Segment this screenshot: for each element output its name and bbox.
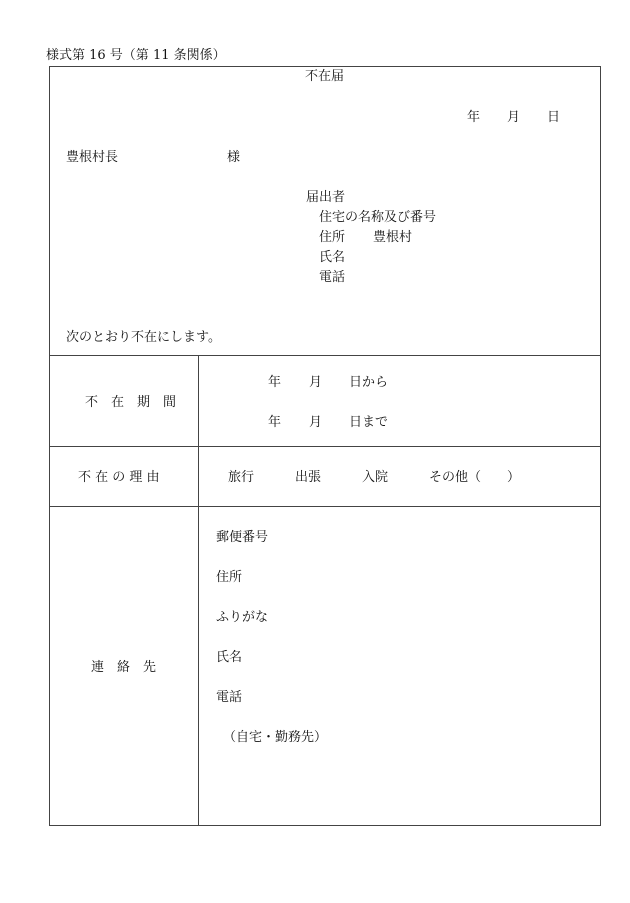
reason-label: 不 在 の 理 由 [78,470,160,485]
addressee-honorific: 様 [227,150,241,165]
divider-period-bottom [49,446,601,447]
date-month[interactable]: 月 [507,110,521,125]
notifier-name-field[interactable]: 氏名 [319,250,346,265]
reason-option-hospital[interactable]: 入院 [362,470,389,485]
reason-option-business-trip[interactable]: 出張 [295,470,322,485]
period-from-month[interactable]: 月 [309,375,323,390]
contact-phone-type[interactable]: （自宅・勤務先） [223,730,328,745]
period-to-month[interactable]: 月 [309,415,323,430]
addressee-name: 豊根村長 [66,150,119,165]
reason-option-other[interactable]: その他（ ） [429,470,521,485]
notifier-address-value: 豊根村 [373,230,413,245]
date-day[interactable]: 日 [547,110,561,125]
period-to-year[interactable]: 年 [268,415,282,430]
contact-postal-field[interactable]: 郵便番号 [216,530,269,545]
reason-option-travel[interactable]: 旅行 [228,470,255,485]
form-number: 様式第 16 号（第 11 条関係） [46,48,226,63]
divider-column [198,355,199,825]
period-from-year[interactable]: 年 [268,375,282,390]
period-to-day[interactable]: 日まで [349,415,389,430]
form-title: 不在届 [305,69,345,84]
divider-header-bottom [49,355,601,356]
contact-name-field[interactable]: 氏名 [216,650,243,665]
contact-phone-field[interactable]: 電話 [216,690,243,705]
notifier-phone-field[interactable]: 電話 [319,270,346,285]
period-from-day[interactable]: 日から [349,375,389,390]
statement: 次のとおり不在にします。 [66,330,221,345]
notifier-residence-field[interactable]: 住宅の名称及び番号 [319,210,437,225]
contact-address-field[interactable]: 住所 [216,570,243,585]
divider-reason-bottom [49,506,601,507]
period-label: 不 在 期 間 [85,395,177,410]
notifier-address-label[interactable]: 住所 [319,230,346,245]
contact-label: 連 絡 先 [91,660,157,675]
contact-furigana-field[interactable]: ふりがな [216,610,269,625]
date-year[interactable]: 年 [467,110,481,125]
notifier-heading: 届出者 [306,190,346,205]
